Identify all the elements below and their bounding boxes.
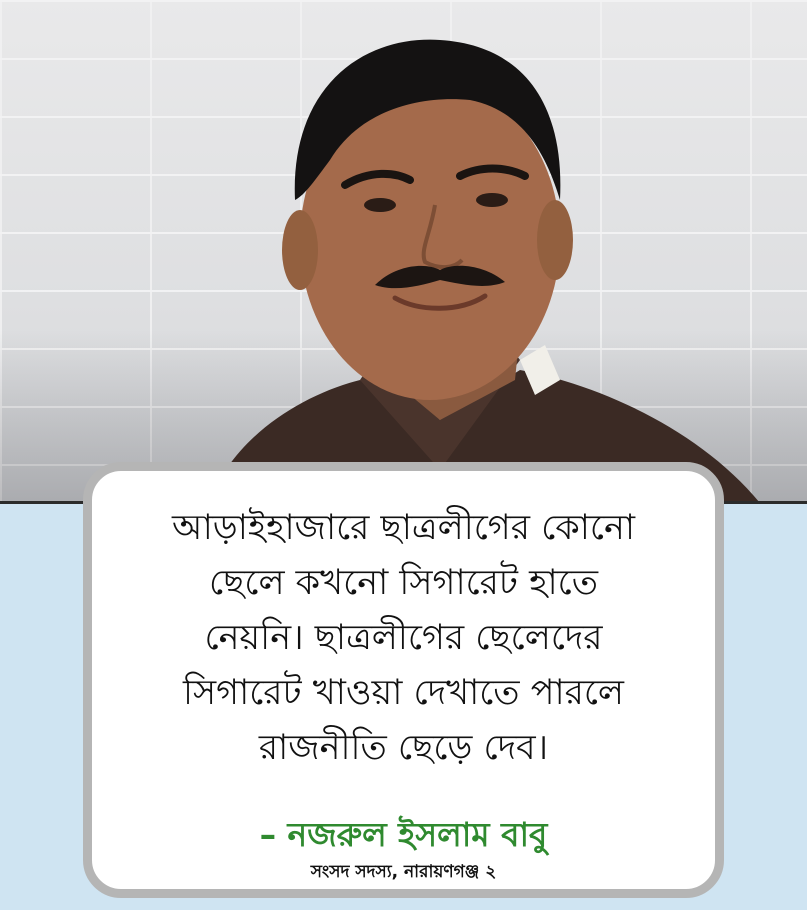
- quote-card: [83, 462, 724, 898]
- quote-line: রাজনীতি ছেড়ে দেব।: [258, 728, 549, 768]
- quote-line: ছেলে কখনো সিগারেট হাতে: [209, 563, 598, 603]
- quote-line: নেয়নি। ছাত্রলীগের ছেলেদের: [204, 618, 603, 658]
- quote-line: আড়াইহাজারে ছাত্রলীগের কোনো: [171, 508, 636, 548]
- quote-line: সিগারেট খাওয়া দেখাতে পারলে: [183, 673, 624, 713]
- author-designation: সংসদ সদস্য, নারায়ণগঞ্জ ২: [310, 862, 497, 882]
- quote-text: [92, 501, 715, 776]
- author-name: – নজরুল ইসলাম বাবু: [259, 815, 548, 854]
